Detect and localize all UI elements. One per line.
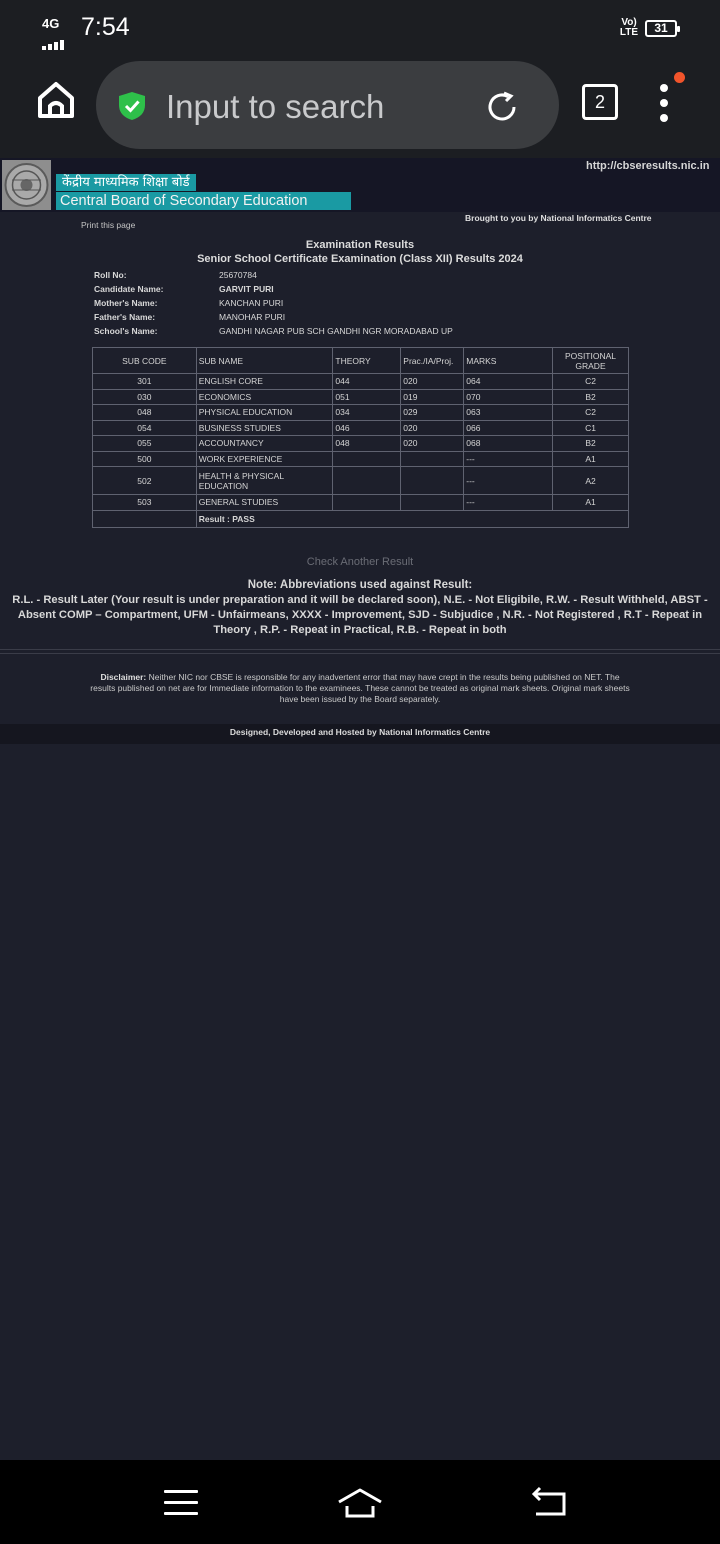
browser-toolbar	[0, 56, 720, 158]
theory: 046	[333, 420, 401, 436]
address-bar[interactable]	[96, 61, 559, 149]
battery-icon	[645, 20, 677, 37]
sub-name: BUSINESS STUDIES	[196, 420, 333, 436]
info-value: GARVIT PURI	[219, 284, 274, 294]
brought-by-text: Brought to you by National Informatics Centre	[465, 213, 652, 223]
result-spacer	[93, 510, 197, 527]
marks: 068	[464, 436, 553, 452]
cbse-logo	[2, 160, 51, 210]
sub-name: ECONOMICS	[196, 389, 333, 405]
result-label: Result :	[198, 513, 230, 524]
network-type: 4G	[42, 16, 60, 31]
sub-name: WORK EXPERIENCE	[196, 451, 333, 467]
system-nav-bar	[0, 1460, 720, 1544]
prac: 029	[401, 405, 464, 421]
volte-indicator: Vo) LTE	[619, 17, 639, 38]
status-bar	[0, 0, 720, 56]
sub-name: ACCOUNTANCY	[196, 436, 333, 452]
table-row	[93, 389, 629, 405]
marks: 063	[464, 405, 553, 421]
theory	[333, 495, 401, 511]
prac: 019	[401, 389, 464, 405]
reload-icon[interactable]	[484, 89, 520, 125]
result-value: PASS	[232, 513, 255, 524]
theory: 044	[333, 374, 401, 390]
sub-name: GENERAL STUDIES	[196, 495, 333, 511]
prac	[401, 495, 464, 511]
result-row	[93, 510, 629, 527]
col-marks: MARKS	[464, 348, 553, 374]
prac: 020	[401, 420, 464, 436]
check-another-result-link[interactable]: Check Another Result	[306, 556, 414, 568]
prac	[401, 451, 464, 467]
marks: 070	[464, 389, 553, 405]
recent-apps-icon[interactable]	[164, 1488, 198, 1518]
divider	[0, 649, 720, 650]
board-name-english: Central Board of Secondary Education	[56, 192, 351, 210]
prac: 020	[401, 374, 464, 390]
marks-table	[92, 347, 629, 528]
table-row	[93, 495, 629, 511]
theory	[333, 467, 401, 495]
sub-code: 055	[93, 436, 197, 452]
marks: ---	[464, 467, 553, 495]
disclaimer-text: Neither NIC nor CBSE is responsible for any inadvertent error that may have crept in the results being published on NET. The results published on net are for Immediate information to the examinees. These cannot be treated as original mark sheets. Original mark sheets have been issued by the Board separately.	[90, 672, 630, 704]
sub-name: PHYSICAL EDUCATION	[196, 405, 333, 421]
info-label: Father's Name:	[94, 312, 156, 322]
divider	[0, 653, 720, 654]
info-value: MANOHAR PURI	[219, 312, 286, 322]
tab-switcher-button[interactable]: 2	[582, 84, 618, 120]
table-header	[93, 348, 629, 374]
more-menu-icon[interactable]	[652, 82, 676, 124]
info-label: Roll No:	[94, 270, 127, 280]
grade: A1	[553, 451, 629, 467]
info-value: 25670784	[219, 270, 257, 280]
back-icon[interactable]	[530, 1486, 570, 1520]
table-row	[93, 436, 629, 452]
clock: 7:54	[81, 13, 130, 41]
prac	[401, 467, 464, 495]
cellular-signal-icon	[40, 15, 76, 41]
print-link[interactable]: Print this page	[81, 220, 136, 230]
battery-level: 31	[654, 21, 668, 35]
sub-name: ENGLISH CORE	[196, 374, 333, 390]
home-icon[interactable]	[34, 78, 78, 122]
board-name-hindi: केंद्रीय माध्यमिक शिक्षा बोर्ड	[56, 174, 196, 191]
nav-home-icon[interactable]	[336, 1486, 384, 1520]
site-header	[0, 158, 720, 212]
grade: C2	[553, 405, 629, 421]
sub-code: 054	[93, 420, 197, 436]
info-label: Mother's Name:	[94, 298, 158, 308]
info-label: School's Name:	[94, 326, 158, 336]
marks: ---	[464, 495, 553, 511]
grade: C2	[553, 374, 629, 390]
disclaimer	[90, 672, 630, 705]
grade: C1	[553, 420, 629, 436]
sub-code: 301	[93, 374, 197, 390]
info-label: Candidate Name:	[94, 284, 164, 294]
note-body: R.L. - Result Later (Your result is under preparation and it will be declared soon), N.E. - Not Eligibile, R.W. - Result Withheld, ABST - Absent COMP – Compartment, UFM - Unfairmeans, XXXX - Improvement, SJD - Subjudice , N.R. - Not Registered , R.T - Repeat in Theory , R.P. - Repeat in Practical, R.B. - Repeat in both	[12, 594, 708, 636]
sub-code: 502	[93, 467, 197, 495]
site-url[interactable]: http://cbseresults.nic.in	[586, 160, 710, 172]
sub-name: HEALTH & PHYSICAL EDUCATION	[196, 467, 333, 495]
note-heading: Note: Abbreviations used against Result:	[247, 579, 473, 591]
exam-title: Senior School Certificate Examination (Class XII) Results 2024	[197, 253, 523, 265]
table-row	[93, 374, 629, 390]
grade: B2	[553, 436, 629, 452]
sub-code: 503	[93, 495, 197, 511]
col-theory: THEORY	[333, 348, 401, 374]
results-heading: Examination Results	[305, 239, 415, 251]
disclaimer-label: Disclaimer:	[100, 672, 147, 682]
info-value: GANDHI NAGAR PUB SCH GANDHI NGR MORADABAD UP	[219, 326, 453, 336]
table-row	[93, 467, 629, 495]
sub-code: 048	[93, 405, 197, 421]
table-row	[93, 405, 629, 421]
grade: B2	[553, 389, 629, 405]
table-row	[93, 451, 629, 467]
table-row	[93, 420, 629, 436]
theory: 034	[333, 405, 401, 421]
marks: 066	[464, 420, 553, 436]
grade: A1	[553, 495, 629, 511]
marks: 064	[464, 374, 553, 390]
sub-code: 500	[93, 451, 197, 467]
site-footer: Designed, Developed and Hosted by National Informatics Centre	[0, 724, 720, 744]
theory	[333, 451, 401, 467]
result-cell	[196, 510, 628, 527]
col-sub-name: SUB NAME	[196, 348, 333, 374]
col-sub-code: SUB CODE	[93, 348, 197, 374]
col-grade: POSITIONAL GRADE	[553, 348, 629, 374]
grade: A2	[553, 467, 629, 495]
prac: 020	[401, 436, 464, 452]
shield-icon	[118, 91, 146, 121]
search-input[interactable]: Input to search	[166, 88, 385, 125]
theory: 048	[333, 436, 401, 452]
theory: 051	[333, 389, 401, 405]
sub-code: 030	[93, 389, 197, 405]
col-prac: Prac./IA/Proj.	[401, 348, 464, 374]
info-value: KANCHAN PURI	[219, 298, 284, 308]
notification-dot	[674, 72, 685, 83]
marks: ---	[464, 451, 553, 467]
